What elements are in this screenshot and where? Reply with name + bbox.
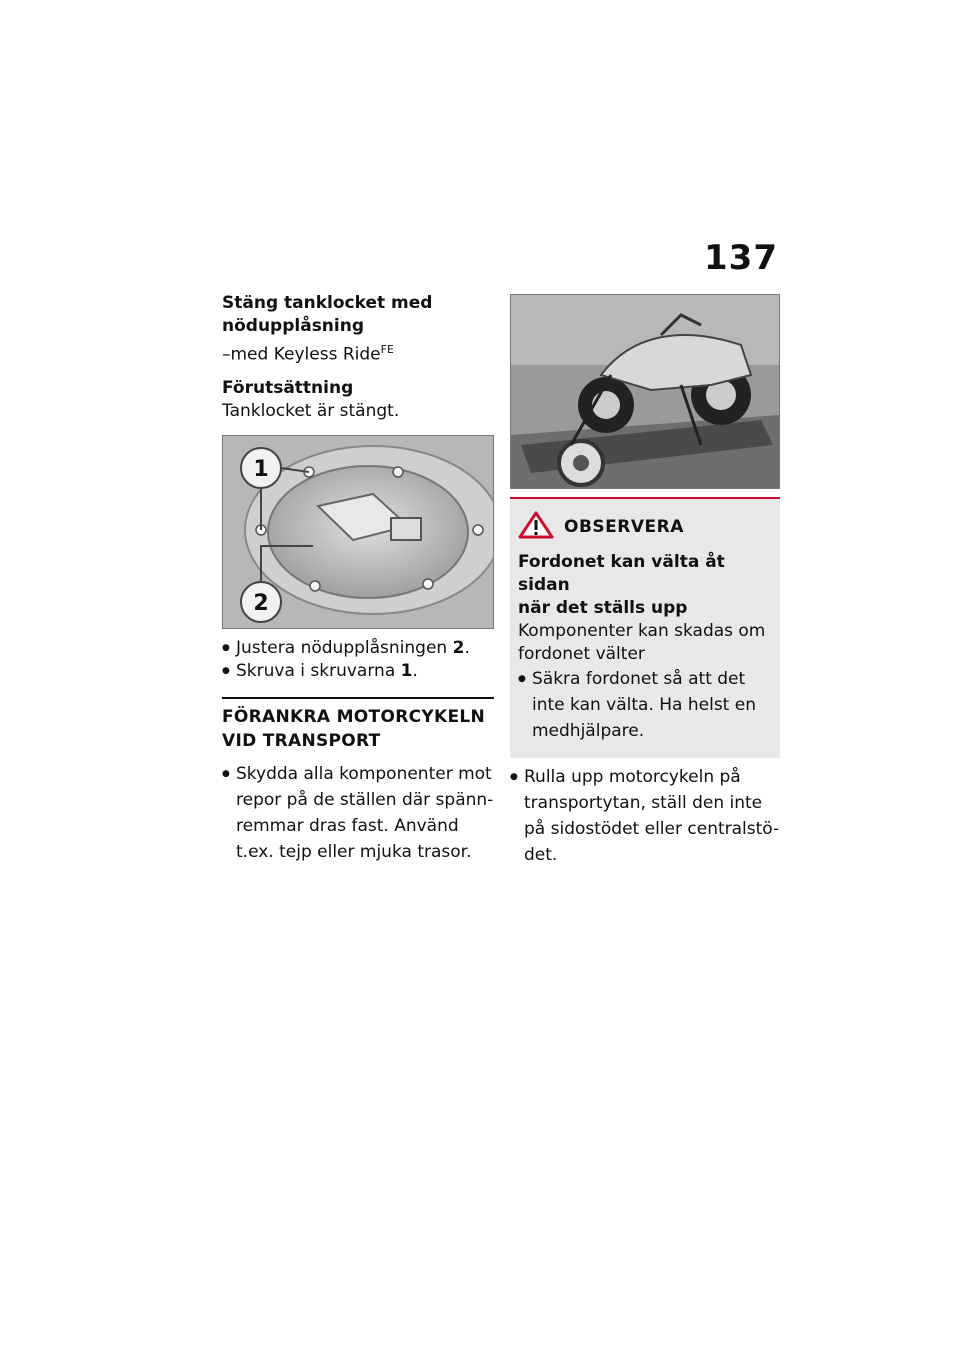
caution-title: OBSERVERA [564, 517, 684, 537]
section-bullets [222, 761, 494, 865]
caution-bullets [518, 666, 770, 744]
transport-bullets [510, 764, 780, 868]
left-column [222, 292, 494, 865]
fuel-cap-figure [222, 435, 494, 629]
prerequisite-text: Tanklocket är stängt. [222, 400, 400, 421]
figure-callout-2: 2 [253, 590, 269, 616]
list-item: ● Rulla upp motorcykeln på transportytan, ställ den inte på sidostödet eller centralstö-det. [510, 764, 780, 868]
list-item: ● Justera nödupplåsningen 2. [222, 637, 494, 660]
motorcycle-on-trailer-figure [510, 294, 780, 489]
caution-text: Komponenter kan skadas om fordonet välter [518, 621, 766, 664]
section-divider [222, 697, 494, 699]
caution-box [510, 497, 780, 758]
page-number: 137 [704, 238, 778, 278]
section-title: FÖRANKRA MOTORCYKELN VID TRANSPORT [222, 706, 486, 751]
procedure-steps [222, 637, 494, 683]
warning-triangle-icon [518, 511, 554, 543]
right-column [510, 294, 780, 868]
list-item: ● Skydda alla komponenter mot repor på de ställen där spänn-remmar dras fast. Använd t.ex. tejp eller mjuka trasor. [222, 761, 494, 865]
condition-superscript: FE [380, 343, 394, 356]
list-item: ● Säkra fordonet så att det inte kan välta. Ha helst en medhjälpare. [518, 666, 770, 744]
caution-headline: Fordonet kan välta åt sidan när det ställs upp [518, 552, 725, 618]
procedure-heading: Stäng tanklocket med nödupplåsning [222, 293, 433, 336]
list-item: ● Skruva i skruvarna 1. [222, 660, 494, 683]
figure-callout-1: 1 [253, 456, 269, 482]
prerequisite-label: Förutsättning [222, 377, 354, 398]
condition-text: –med Keyless Ride$^{FE}$ [222, 343, 394, 365]
